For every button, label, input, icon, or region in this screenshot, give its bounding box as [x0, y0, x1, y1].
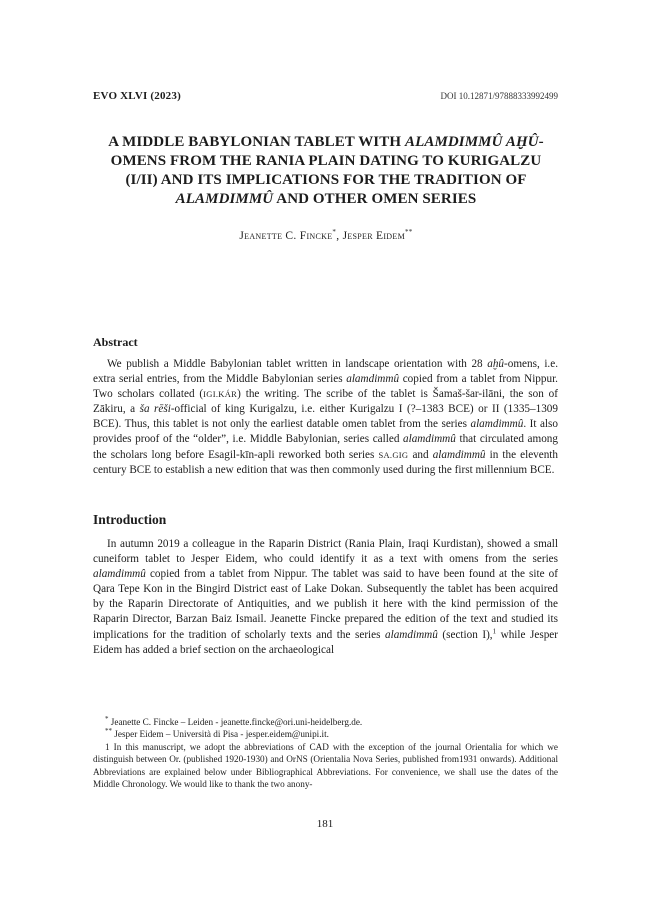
title-italic: ALAMDIMMÛ AḪÛ — [404, 134, 539, 150]
title-line-2: OMENS FROM THE RANIA PLAIN DATING TO KURIGALZU — [110, 153, 542, 169]
abstract-heading: Abstract — [93, 335, 138, 349]
introduction-heading: Introduction — [93, 512, 167, 527]
title-line-3: (I/II) AND ITS IMPLICATIONS FOR THE TRADITION OF — [125, 172, 527, 188]
footnote-marker: * — [332, 228, 337, 236]
page-number: 181 — [316, 818, 334, 830]
author-name: Jeanette C. Fincke — [239, 229, 333, 242]
footnote-marker: ** — [405, 228, 413, 236]
footnote-2: ** Jesper Eidem – Università di Pisa - jesper.eidem@unipi.it. — [105, 727, 329, 740]
title-italic: ALAMDIMMÛ — [175, 191, 274, 207]
journal-header: EVO XLVI (2023) — [93, 90, 181, 102]
footnote-1: * Jeanette C. Fincke – Leiden - jeanette.fincke@ori.uni-heidelberg.de. — [105, 714, 363, 727]
author-name: Jesper Eidem — [342, 229, 405, 242]
title-text: AND OTHER OMEN SERIES — [273, 191, 477, 207]
article-title — [96, 133, 556, 209]
footnote-ref[interactable]: 1 — [492, 626, 497, 635]
author-line — [96, 228, 556, 242]
abstract-body: We publish a Middle Babylonian tablet written in landscape orientation with 28 aḫû-omens, i.e. extra serial entries, from the Middle Babylonian series alamdimmû copied from a tablet from Nippur. Two scholars collated (IGI.KÁR) the writing. The scribe of the tablet is Šamaš-šar-ilāni, the son of Zākiru, a ša rēši-official of king Kurigalzu, i.e. either Kurigalzu I (?–1383 BCE) or II (1335–1309 BCE). Thus, this tablet is not only the earliest datable omen tablet from the series alamdimmû. It also provides proof of the “older”, i.e. Middle Babylonian, series called alamdimmû that circulated among the scholars long before Esagil-kīn-apli reworked both series SA.GIG and alamdimmû in the eleventh century BCE to establish a new edition that was then commonly used during the first millennium BCE. — [93, 358, 559, 476]
title-line-1 — [96, 133, 556, 152]
author-separator: , — [336, 229, 343, 242]
title-text: - — [538, 134, 544, 150]
footnote-3: 1 In this manuscript, we adopt the abbreviations of CAD with the exception of the journal Orientalia for which we distinguish between Or. (published 1920-1930) and OrNS (Orientalia Nova Series, published from1931 onwards). Additional Abbreviations are explained below under Bibliographical Abbreviations. For convenience, we shall use the dates of the Middle Chronology. We would like to thank the two anony- — [93, 741, 558, 790]
title-line-4 — [96, 190, 556, 209]
introduction-body: In autumn 2019 a colleague in the Raparin District (Rania Plain, Iraqi Kurdistan), showed a small cuneiform tablet to Jesper Eidem, who could identify it as a text with omens from the series alamdimmû copied from a tablet from Nippur. The tablet was said to have been found at the site of Qara Tepe Kon in the Bingird District east of Lake Dokan. Subsequently the tablet has been acquired by the Raparin Directorate of Antiquities, and we publish it here with the kind permission of the Raparin Director, Barzan Baiz Ismail. Jeanette Fincke prepared the edition of the text and studied its implications for the tradition of scholarly texts and the series alamdimmû (section I),$^1$ while Jesper Eidem has added a brief section on the archaeological — [93, 538, 558, 656]
title-text: A MIDDLE BABYLONIAN TABLET WITH — [108, 134, 405, 150]
footnotes — [93, 716, 558, 790]
doi-header: DOI 10.12871/97888333992499 — [440, 91, 558, 101]
